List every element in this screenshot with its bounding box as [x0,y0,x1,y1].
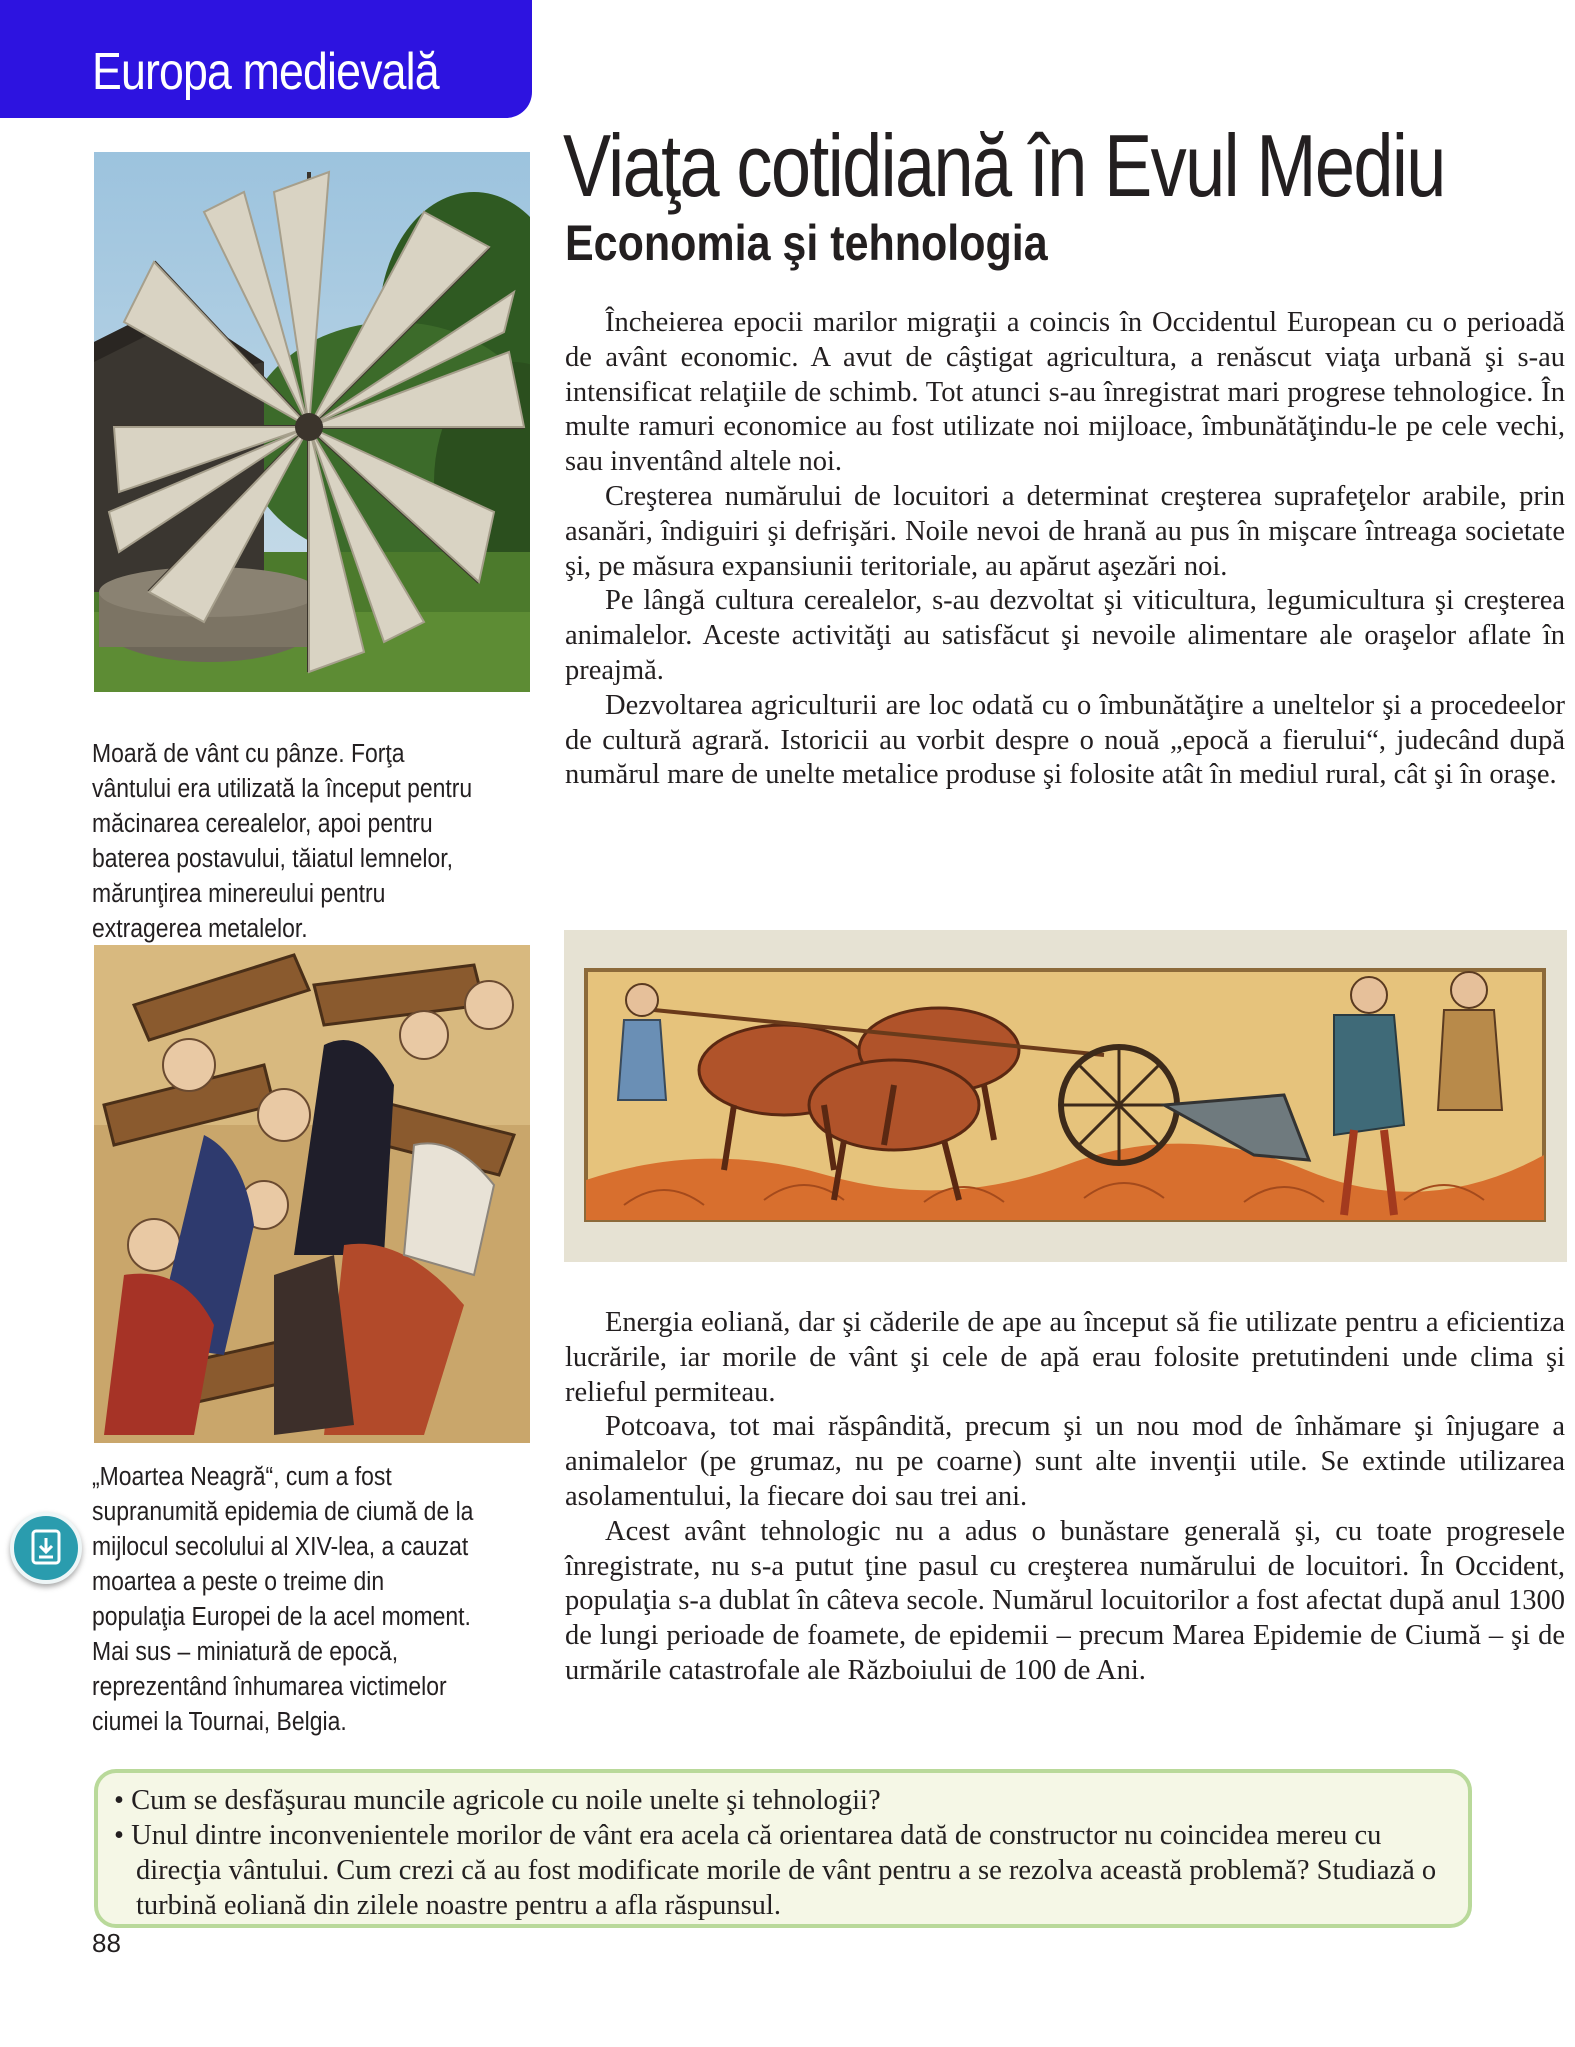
question-item: • Unul dintre inconvenientele morilor de vânt era acela că orientarea dată de constructor nu coincidea mereu cu direcţia vântului. Cum crezi că au fost modificate morile de vânt pentru a se rezolva această problemă? Studiază o turbină eoliană din zilele noastre pentru a afla răspunsul. [114,1818,1456,1923]
windmill-photo [94,152,530,692]
section-label: Europa medievală [92,43,439,101]
paragraph: Dezvoltarea agriculturii are loc odată cu o îmbunătăţire a uneltelor şi a procedeelor de cultură agrară. Istoricii au vorbit despre o nouă „epocă a fierului“, judecând după numărul mare de unelte metalice produse şi folosite atât în mediul rural, cât şi în oraşe. [565,689,1565,791]
question-item: • Cum se desfăşurau muncile agricole cu noile unelte şi tehnologii? [114,1783,1456,1818]
plague-miniature [94,945,530,1443]
article-top [565,306,1565,793]
questions-box [94,1769,1472,1928]
plague-illustration [94,945,530,1443]
ploughing-miniature [564,930,1567,1262]
windmill-caption: Moară de vânt cu pânze. Forţa vântului era utilizată la început pentru măcinarea cerealelor, apoi pentru baterea postavului, tăiatul lemnelor, mărunţirea minereului pentru extragerea metalelor. [92,740,473,943]
page-title: Viaţa cotidiană în Evul Mediu [563,116,1445,215]
section-tab [0,0,532,118]
paragraph: Creşterea numărului de locuitori a determinat creşterea suprafeţelor arabile, prin asanări, îndiguiri şi defrişări. Noile nevoi de hrană au pus în mişcare întreaga societate şi, pe măsura expansiunii teritoriale, au apărut aşezări noi. [565,480,1565,582]
paragraph: Potcoava, tot mai răspândită, precum şi un nou mod de înhămare şi înjugare a animalelor (pe grumaz, nu pe coarne) sunt alte invenţii utile. Se extinde utilizarea asolamentului, la fiecare doi sau trei ani. [565,1411,1565,1512]
windmill-illustration [94,152,530,692]
paragraph: Energia eoliană, dar şi căderile de ape au început să fie utilizate pentru a eficientiza lucrările, iar morile de vânt şi cele de apă erau folosite pretutindeni unde clima şi relieful permiteau. [565,1307,1565,1408]
plague-caption: „Moartea Neagră“, cum a fost supranumită epidemia de ciumă de la mijlocul secolului al XIV-lea, a cauzat moartea a peste o treime din populaţia Europei de la acel moment. Mai sus – miniatură de epocă, reprezentând înhumarea victimelor ciumei la Tournai, Belgia. [92,1463,474,1736]
digital-resource-icon[interactable] [10,1512,82,1584]
paragraph: Încheierea epocii marilor migraţii a coincis în Occidentul European cu o perioadă de avânt economic. A avut de câştigat agricultura, a renăscut viaţa urbană şi s-au intensificat relaţiile de schimb. Tot atunci s-au înregistrat mari progrese tehnologice. În multe ramuri economice au fost utilizate noi mijloace, îmbunătăţindu-le pe cele vechi, sau inventând altele noi. [565,307,1565,478]
paragraph: Pe lângă cultura cerealelor, s-au dezvoltat şi viticultura, legumicultura şi creşterea animalelor. Aceste activităţi au satisfăcut şi nevoile alimentare ale oraşelor aflate în preajmă. [565,585,1565,686]
document-download-icon [14,1516,78,1580]
article-bottom [565,1306,1565,1689]
page-number: 88 [92,1928,121,1958]
page-subtitle: Economia şi tehnologia [565,215,1048,271]
ploughing-illustration [564,930,1567,1262]
paragraph: Acest avânt tehnologic nu a adus o bunăstare generală şi, cu toate progresele înregistrate, nu s-a putut ţine pasul cu creşterea numărului de locuitori. În Occident, populaţia s-a dublat în câteva secole. Numărul locuitorilor a fost afectat după anul 1300 de lungi perioade de foamete, de epidemii – precum Marea Epidemie de Ciumă – şi de urmările catastrofale ale Războiului de 100 de Ani. [565,1515,1565,1686]
